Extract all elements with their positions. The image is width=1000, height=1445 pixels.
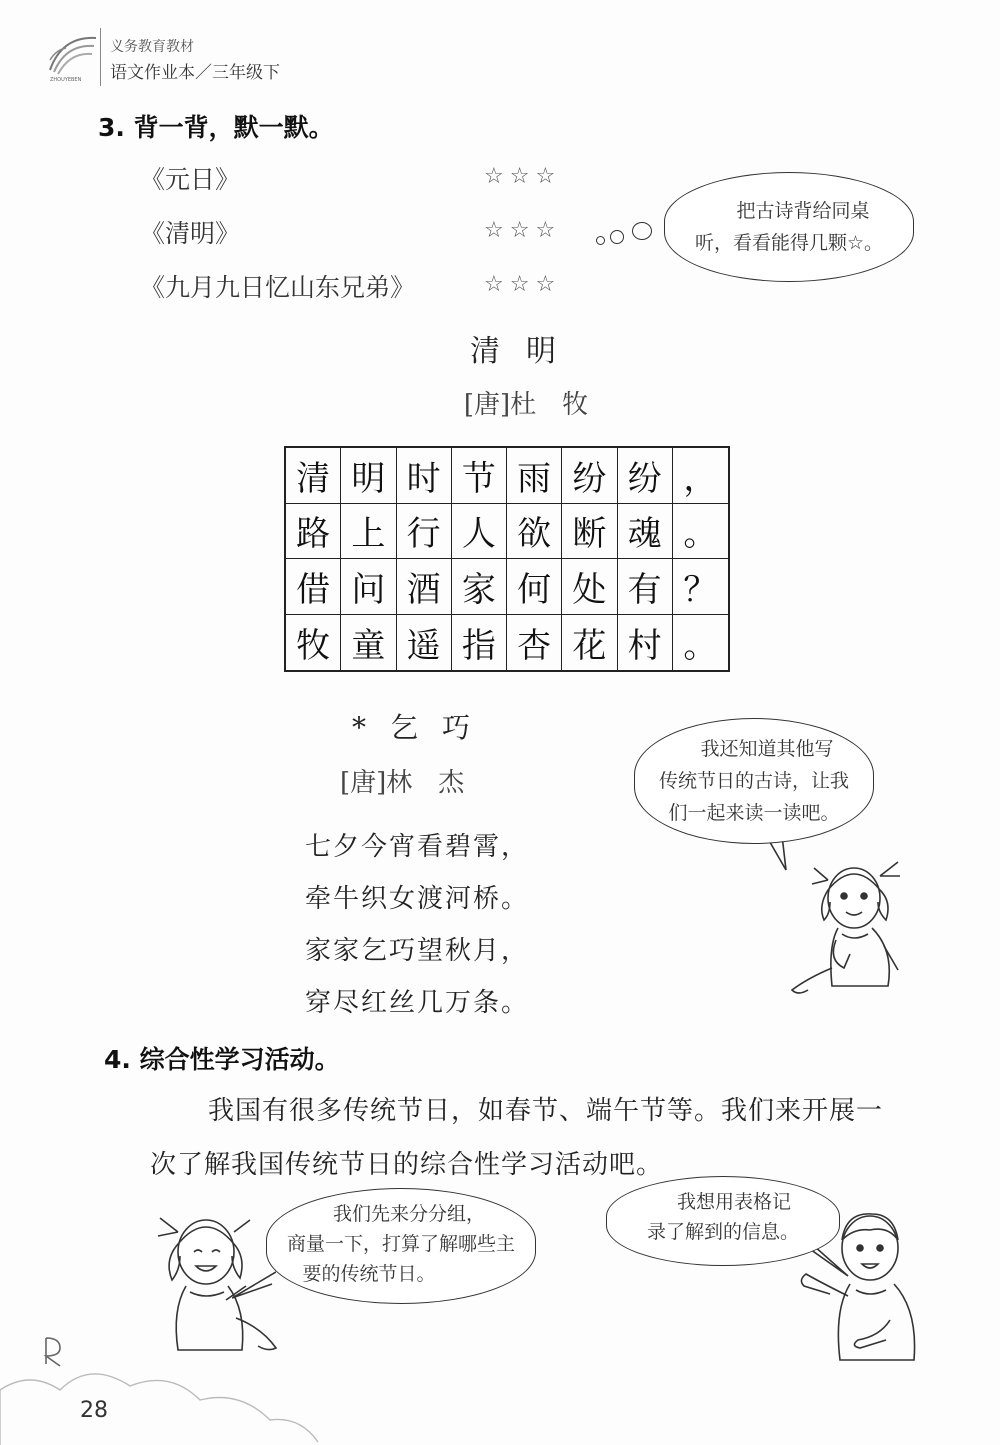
bubble-line: 我想用表格记 — [676, 1191, 791, 1213]
thought-dot — [596, 236, 605, 245]
activity-intro-line: 我国有很多传统节日，如春节、端午节等。我们来开展一 — [208, 1096, 884, 1126]
recite-item-title: 《元日》 — [140, 165, 241, 194]
question-3-heading: 3. 背一背，默一默。 — [98, 113, 334, 142]
grid-cell: 牧 — [286, 615, 341, 671]
bubble-line: 传统节日的古诗，让我 — [658, 770, 849, 792]
grid-cell: 酒 — [397, 559, 452, 615]
grid-cell: 路 — [286, 504, 341, 560]
decorative-cloud-border-icon — [0, 1330, 320, 1445]
poem-line: 牵牛织女渡河桥。 — [305, 884, 530, 914]
grid-cell: 行 — [397, 504, 452, 560]
grid-cell: 借 — [286, 559, 341, 615]
girl-pointing-illustration-icon — [788, 850, 912, 1000]
grid-cell: 时 — [397, 448, 452, 504]
grid-cell: 有 — [618, 559, 673, 615]
grid-cell: 。 — [673, 504, 728, 560]
grid-cell: 节 — [452, 448, 507, 504]
poem-line: 穿尽红丝几万条。 — [305, 988, 530, 1018]
question-4-heading: 4. 综合性学习活动。 — [104, 1045, 340, 1074]
grid-cell: 魂 — [618, 504, 673, 560]
poem-title: *乞巧 — [352, 711, 495, 744]
star-rating: ☆☆☆ — [484, 164, 562, 189]
activity-intro-line: 次了解我国传统节日的综合性学习活动吧。 — [150, 1150, 664, 1180]
grid-cell: 上 — [341, 504, 396, 560]
bubble-line: 要的传统节日。 — [302, 1263, 436, 1285]
grid-cell: 断 — [562, 504, 617, 560]
book-title: 语文作业本／三年级下 — [110, 63, 280, 83]
grid-cell: 村 — [618, 615, 673, 671]
speech-bubble-other-poems — [634, 718, 874, 844]
recite-item-title: 《清明》 — [140, 219, 241, 248]
grid-cell: 杏 — [507, 615, 562, 671]
grid-cell: 何 — [507, 559, 562, 615]
page-number: 28 — [80, 1398, 108, 1423]
bubble-line: 听，看看能得几颗☆。 — [694, 232, 884, 254]
grid-cell: ， — [673, 448, 728, 504]
poem-author: [唐]林 杰 — [340, 768, 465, 798]
poem-line: 家家乞巧望秋月， — [305, 936, 530, 966]
star-rating: ☆☆☆ — [484, 272, 562, 297]
grid-cell: ？ — [673, 559, 728, 615]
logo-text: ZHOUYEBEN — [50, 77, 82, 82]
bubble-line: 商量一下，打算了解哪些主 — [286, 1233, 515, 1255]
grid-cell: 遥 — [397, 615, 452, 671]
grid-cell: 人 — [452, 504, 507, 560]
grid-cell: 。 — [683, 625, 718, 666]
bubble-line: 们一起来读一读吧。 — [668, 802, 840, 824]
speech-bubble-recite — [664, 172, 914, 282]
recite-item-title: 《九月九日忆山东兄弟》 — [140, 273, 416, 302]
grid-cell: 纷 — [562, 448, 617, 504]
star-rating: ☆☆☆ — [484, 218, 562, 243]
poem-title: 清明 — [470, 334, 582, 369]
grid-cell: 处 — [562, 559, 617, 615]
grid-cell: 童 — [341, 615, 396, 671]
grid-cell: 花 — [562, 615, 617, 671]
grid-cell: 家 — [452, 559, 507, 615]
grid-cell: 纷 — [618, 448, 673, 504]
grid-cell: 指 — [452, 615, 507, 671]
header-divider — [100, 28, 101, 86]
dictation-grid — [284, 446, 730, 672]
series-subtitle: 义务教育教材 — [110, 39, 194, 55]
bubble-line: 我还知道其他写 — [700, 738, 834, 760]
publisher-logo-icon — [42, 30, 100, 82]
thought-dot — [610, 230, 624, 244]
thought-dot — [632, 222, 652, 240]
poem-line: 七夕今宵看碧霄， — [305, 832, 530, 862]
grid-cell: 雨 — [507, 448, 562, 504]
bubble-line: 我们先来分分组， — [332, 1203, 485, 1225]
grid-cell: 明 — [341, 448, 396, 504]
speech-bubble-grouping — [266, 1188, 536, 1304]
boy-illustration-icon — [790, 1200, 920, 1370]
poem-author: [唐]杜 牧 — [463, 390, 589, 420]
grid-cell: 欲 — [507, 504, 562, 560]
bubble-line: 录了解到的信息。 — [646, 1221, 799, 1243]
grid-cell: 问 — [341, 559, 396, 615]
bubble-line: 把古诗背给同桌 — [736, 200, 870, 222]
grid-cell: 清 — [286, 448, 341, 504]
